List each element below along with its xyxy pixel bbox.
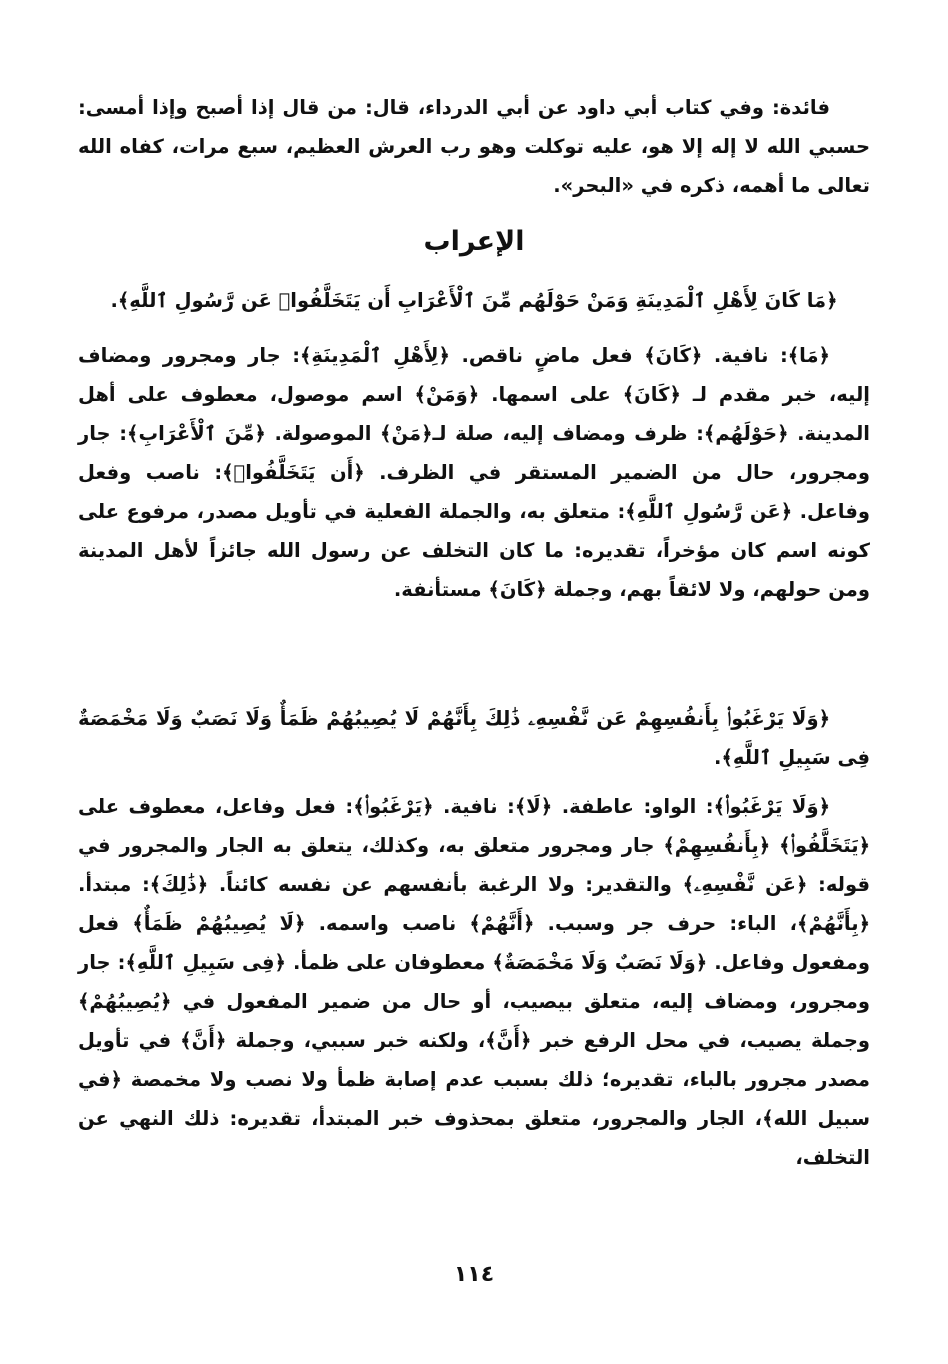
verse-1-block <box>78 281 870 320</box>
quran-verse-2: ﴿وَلَا يَرْغَبُوا۟ بِأَنفُسِهِمْ عَن نَّفْسِهِۦ ذَٰلِكَ بِأَنَّهُمْ لَا يُصِيبُهُمْ ظَمَأٌ وَلَا نَصَبٌ وَلَا مَخْمَصَةٌ فِى سَبِيلِ ٱللَّهِ﴾. <box>78 707 870 769</box>
grammar-analysis-1: ﴿مَا﴾: نافية. ﴿كَانَ﴾ فعل ماضٍ ناقص. ﴿لِأَهْلِ ٱلْمَدِينَةِ﴾: جار ومجرور ومضاف إليه، خبر مقدم لـ ﴿كَانَ﴾ على اسمها. ﴿وَمَنْ﴾ اسم موصول، معطوف على أهل المدينة. ﴿حَوْلَهُم﴾: ظرف ومضاف إليه، صلة لـ﴿مَنْ﴾ الموصولة. ﴿مِّنَ ٱلْأَعْرَابِ﴾: جار ومجرور، حال من الضمير المستقر في الظرف. ﴿أَن يَتَخَلَّفُوا۟﴾: ناصب وفعل وفاعل. ﴿عَن رَّسُولِ ٱللَّهِ﴾: متعلق به، والجملة الفعلية في تأويل مصدر، مرفوع على كونه اسم كان مؤخراً، تقديره: ما كان التخلف عن رسول الله جائزاً لأهل المدينة ومن حولهم، ولا لائقاً بهم، وجملة ﴿كَانَ﴾ مستأنفة. <box>78 344 870 601</box>
note-text: وفي كتاب أبي داود عن أبي الدرداء، قال: من قال إذا أصبح وإذا أمسى: حسبي الله لا إله إلا هو، عليه توكلت وهو رب العرش العظيم، سبع مرات، كفاه الله تعالى ما أهمه، ذكره في «البحر». <box>78 96 870 197</box>
page-number: ١١٤ <box>453 1262 495 1287</box>
analysis-1-block <box>78 336 870 609</box>
analysis-2-block <box>78 787 870 1177</box>
grammar-analysis-2: ﴿وَلَا يَرْغَبُوا۟﴾: الواو: عاطفة. ﴿لَا﴾: نافية. ﴿يَرْغَبُوا۟﴾: فعل وفاعل، معطوف على ﴿يَتَخَلَّفُوا۟﴾ ﴿بِأَنفُسِهِمْ﴾ جار ومجرور متعلق به، وكذلك، يتعلق به الجار والمجرور في قوله: ﴿عَن نَّفْسِهِۦ﴾ والتقدير: ولا الرغبة بأنفسهم عن نفسه كائناً. ﴿ذَٰلِكَ﴾: مبتدأ. ﴿بِأَنَّهُمْ﴾، الباء: حرف جر وسبب. ﴿أَنَّهُمْ﴾ ناصب واسمه. ﴿لَا يُصِيبُهُمْ ظَمَأٌ﴾ فعل ومفعول وفاعل. ﴿وَلَا نَصَبٌ وَلَا مَخْمَصَةٌ﴾ معطوفان على ظمأ. ﴿فِى سَبِيلِ ٱللَّهِ﴾: جار ومجرور، ومضاف إليه، متعلق بيصيب، أو حال من ضمير المفعول في ﴿يُصِيبُهُمْ﴾ وجملة يصيب، في محل الرفع خبر ﴿أَنَّ﴾، ولكنه خبر سببي، وجملة ﴿أَنَّ﴾ في تأويل مصدر مجرور بالباء، تقديره؛ ذلك بسبب عدم إصابة ظمأ ولا نصب ولا مخمصة ﴿في سبيل الله﴾، الجار والمجرور، متعلق بمحذوف خبر المبتدأ، تقديره: ذلك النهي عن التخلف، <box>78 795 870 1169</box>
note-label: فائدة: <box>772 96 830 119</box>
quran-verse-1: ﴿مَا كَانَ لِأَهْلِ ٱلْمَدِينَةِ وَمَنْ حَوْلَهُم مِّنَ ٱلْأَعْرَابِ أَن يَتَخَلَّفُوا۟ عَن رَّسُولِ ٱللَّهِ﴾. <box>110 289 838 312</box>
note-block <box>78 88 870 205</box>
verse-2-block <box>78 699 870 777</box>
note-paragraph <box>78 88 870 205</box>
section-heading: الإعراب <box>423 226 525 257</box>
